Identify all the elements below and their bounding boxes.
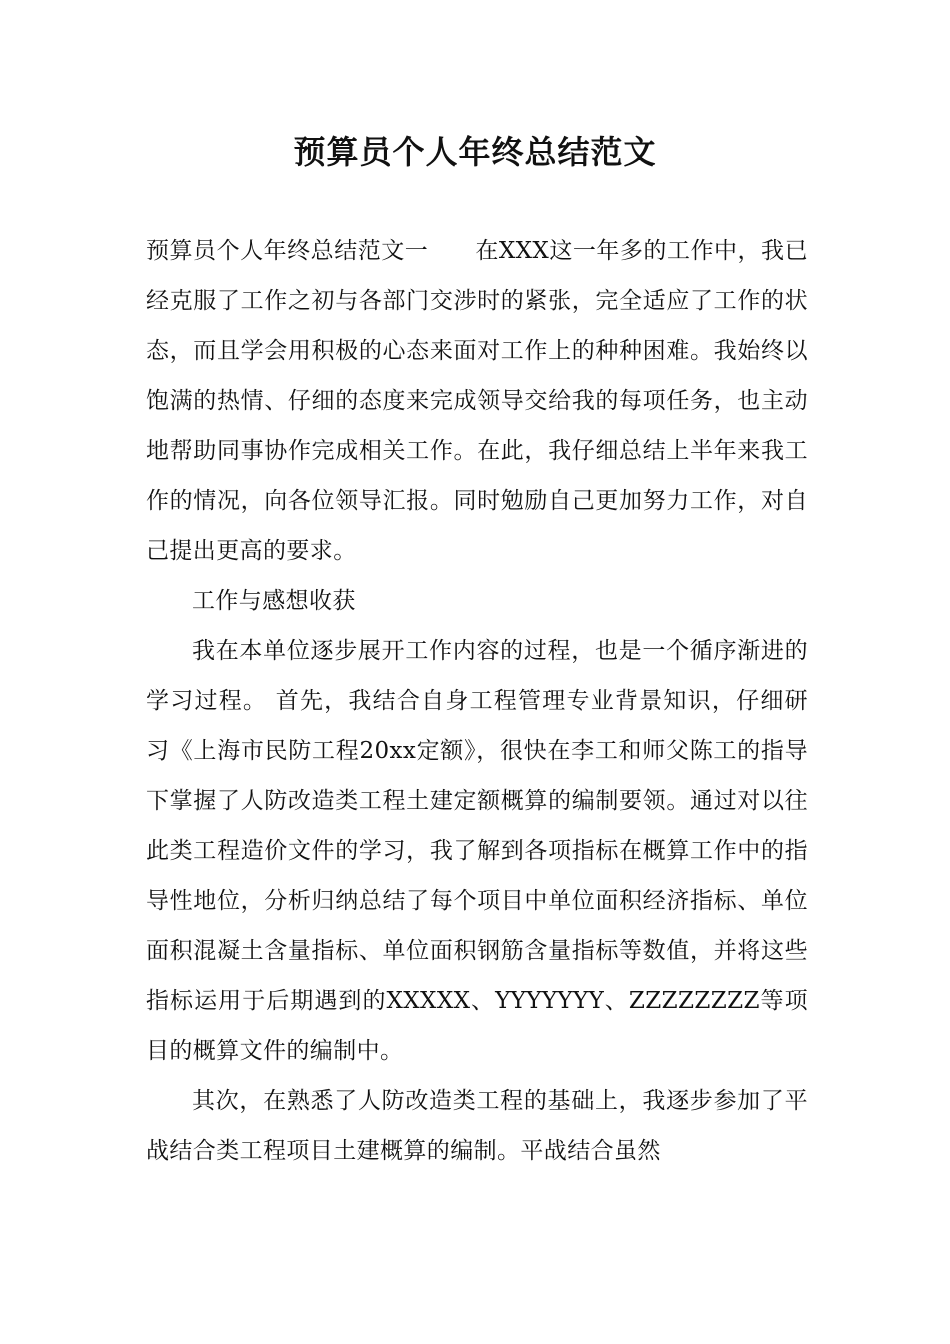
document-title: 预算员个人年终总结范文 bbox=[293, 133, 657, 171]
paragraph-intro: 预算员个人年终总结范文一 在XXX这一年多的工作中，我已经克服了工作之初与各部门交涉时的紧张，完全适应了工作的状态，而且学会用积极的心态来面对工作上的种种困难。我始终以饱满的热情、仔细的态度来完成领导交给我的每项任务，也主动地帮助同事协作完成相关工作。在此，我仔细总结上半年来我工作的情况，向各位领导汇报。同时勉励自己更加努力工作，对自己提出更高的要求。 bbox=[146, 238, 808, 564]
document-body bbox=[146, 226, 808, 1176]
paragraph-section-heading: 工作与感想收获 bbox=[192, 588, 356, 614]
paragraph-learning-process: 我在本单位逐步展开工作内容的过程，也是一个循序渐进的学习过程。 首先，我结合自身工程管理专业背景知识，仔细研习《上海市民防工程20xx定额》，很快在李工和师父陈工的指导下掌握了人防改造类工程土建定额概算的编制要领。通过对以往此类工程造价文件的学习，我了解到各项指标在概算工作中的指导性地位，分析归纳总结了每个项目中单位面积经济指标、单位面积混凝土含量指标、单位面积钢筋含量指标等数值，并将这些指标运用于后期遇到的XXXXX、YYYYYYY、ZZZZZZZZ等项目的概算文件的编制中。 bbox=[146, 638, 808, 1064]
paragraph-second-step: 其次，在熟悉了人防改造类工程的基础上，我逐步参加了平战结合类工程项目土建概算的编制。平战结合虽然 bbox=[146, 1088, 808, 1164]
